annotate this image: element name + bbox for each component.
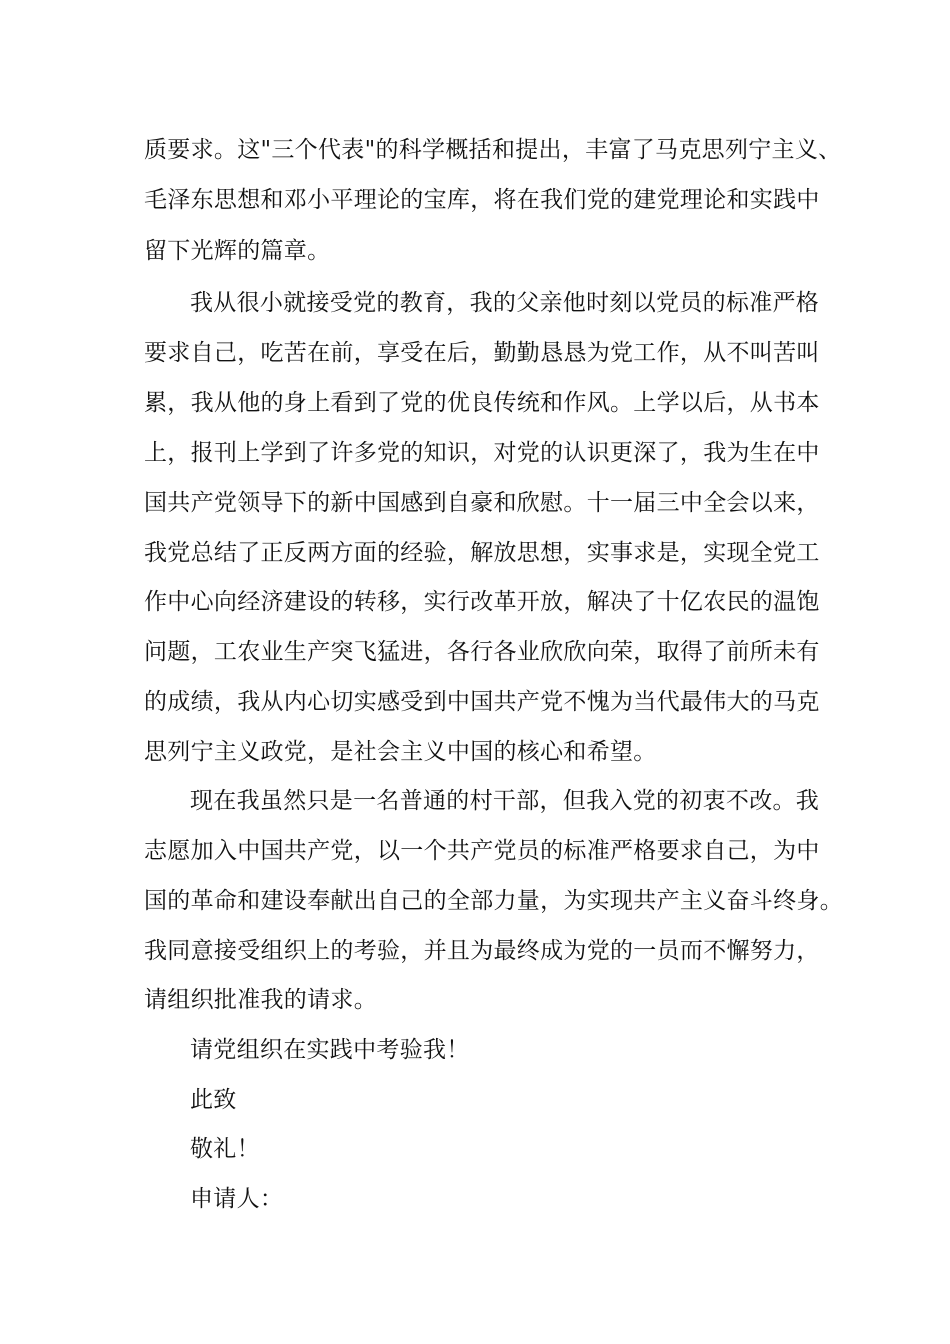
text-line: 留下光辉的篇章。 (144, 238, 331, 264)
text-line: 的成绩，我从内心切实感受到中国共产党不愧为当代最伟大的马克 (144, 689, 820, 715)
text-line: 请组织批准我的请求。 (144, 987, 377, 1013)
paragraph-first-line: 我从很小就接受党的教育，我的父亲他时刻以党员的标准严格 (190, 290, 820, 316)
text-line: 要求自己，吃苦在前，享受在后，勤勤恳恳为党工作，从不叫苦叫 (144, 340, 820, 366)
text-line: 问题，工农业生产突飞猛进，各行各业欣欣向荣，取得了前所未有 (144, 639, 820, 665)
salutation-jingli: 敬礼！ (190, 1136, 260, 1162)
text-line: 毛泽东思想和邓小平理论的宝库，将在我们党的建党理论和实践中 (144, 187, 820, 213)
text-line: 国的革命和建设奉献出自己的全部力量，为实现共产主义奋斗终身。 (144, 888, 843, 914)
salutation-cizhi: 此致 (190, 1087, 237, 1113)
text-line: 思列宁主义政党，是社会主义中国的核心和希望。 (144, 739, 657, 765)
text-line: 我党总结了正反两方面的经验，解放思想，实事求是，实现全党工 (144, 540, 820, 566)
text-line: 我同意接受组织上的考验，并且为最终成为党的一员而不懈努力， (144, 938, 820, 964)
text-line: 国共产党领导下的新中国感到自豪和欣慰。十一届三中全会以来， (144, 490, 820, 516)
paragraph-first-line: 现在我虽然只是一名普通的村干部，但我入党的初衷不改。我 (190, 788, 820, 814)
text-line: 累，我从他的身上看到了党的优良传统和作风。上学以后，从书本 (144, 390, 820, 416)
text-line: 质要求。这"三个代表"的科学概括和提出，丰富了马克思列宁主义、 (144, 137, 842, 163)
text-line: 作中心向经济建设的转移，实行改革开放，解决了十亿农民的温饱 (144, 589, 820, 615)
text-line: 上，报刊上学到了许多党的知识，对党的认识更深了，我为生在中 (144, 440, 820, 466)
applicant-label: 申请人： (190, 1186, 284, 1212)
closing-request: 请党组织在实践中考验我！ (190, 1037, 470, 1063)
text-line: 志愿加入中国共产党，以一个共产党员的标准严格要求自己，为中 (144, 838, 820, 864)
